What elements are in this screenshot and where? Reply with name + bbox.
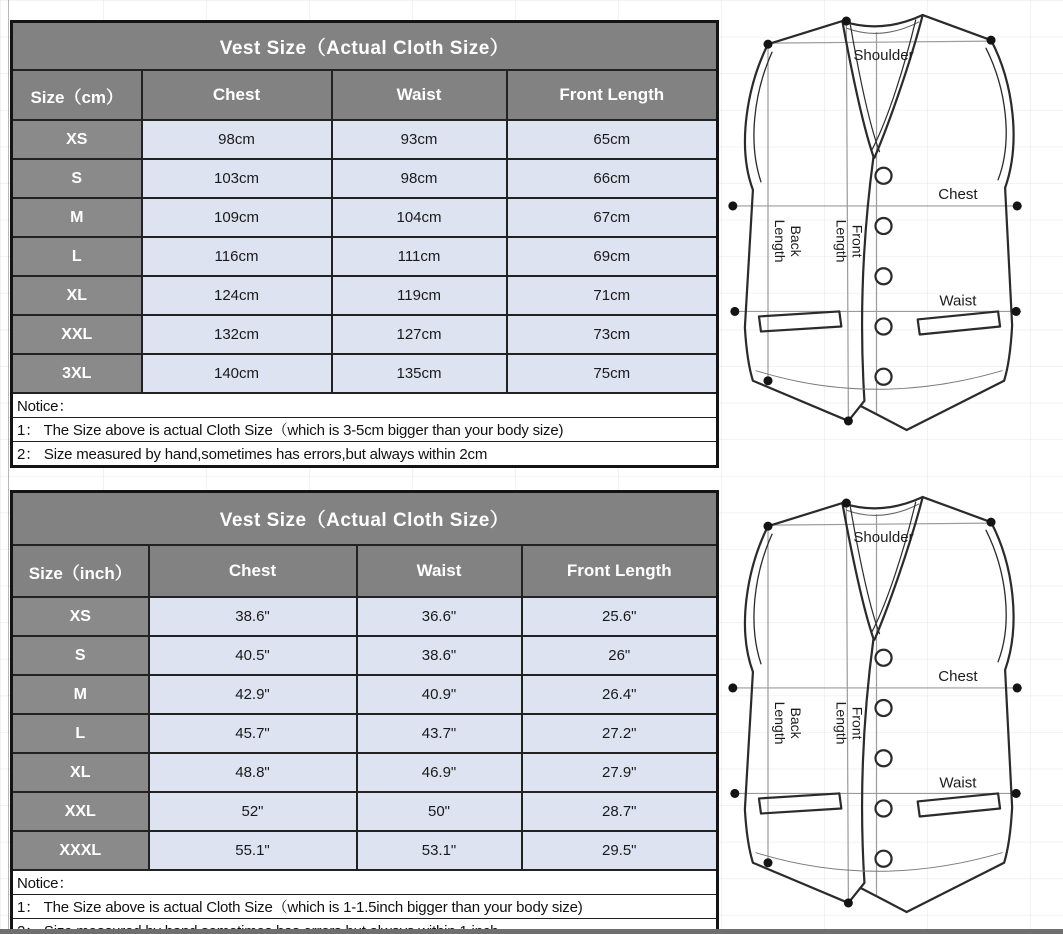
front-length-cell: 29.5"	[522, 831, 718, 870]
notice-line-row	[12, 418, 718, 442]
measure-dot	[842, 17, 851, 26]
front-length-cell: 28.7"	[522, 792, 718, 831]
front-length-cell: 67cm	[507, 198, 718, 237]
table-row	[12, 276, 718, 315]
right-shoulder-seam	[923, 15, 991, 40]
chest-cell: 55.1"	[149, 831, 357, 870]
vest-size-table-inch	[10, 490, 719, 934]
measure-dot	[1013, 201, 1022, 210]
button-icon	[875, 218, 891, 234]
front-length-label: Front	[849, 706, 866, 740]
measure-dot	[842, 499, 851, 508]
front-length-cell: 66cm	[507, 159, 718, 198]
size-cell: XXXL	[12, 831, 149, 870]
col-header-chest: Chest	[149, 545, 357, 597]
vest-diagram-inch	[722, 490, 1030, 918]
measure-dot	[987, 518, 996, 527]
table-row	[12, 354, 718, 393]
size-cell: M	[12, 675, 149, 714]
size-cell: M	[12, 198, 142, 237]
v-neck-right-facing	[871, 502, 915, 633]
table-row	[12, 198, 718, 237]
front-length-cell: 69cm	[507, 237, 718, 276]
back-collar-line	[842, 15, 922, 26]
front-length-label: Length	[833, 219, 850, 263]
shoulder-guide-line	[768, 41, 991, 43]
measure-dot	[763, 522, 772, 531]
measure-dot	[844, 898, 853, 907]
size-cell: XL	[12, 276, 142, 315]
col-header-size: Size（inch）	[12, 545, 149, 597]
chest-cell: 124cm	[142, 276, 332, 315]
waist-label: Waist	[939, 292, 977, 310]
notice-line-1: 1： The Size above is actual Cloth Size（which is 1-1.5inch bigger than your body size)	[12, 895, 718, 919]
waist-cell: 38.6"	[357, 636, 522, 675]
front-length-cell: 27.2"	[522, 714, 718, 753]
table-title: Vest Size（Actual Cloth Size）	[12, 492, 718, 546]
table-row	[12, 315, 718, 354]
button-icon	[875, 700, 891, 716]
front-length-cell: 71cm	[507, 276, 718, 315]
chest-cell: 98cm	[142, 120, 332, 159]
measure-dot	[987, 36, 996, 45]
button-icon	[875, 750, 891, 766]
shoulder-label: Shoulder	[853, 47, 914, 65]
table-row	[12, 636, 718, 675]
measure-dot	[763, 376, 772, 385]
button-icon	[875, 168, 891, 184]
front-length-label: Front	[849, 224, 866, 258]
chest-label: Chest	[938, 667, 978, 685]
front-length-label: Length	[833, 701, 850, 745]
front-length-cell: 26"	[522, 636, 718, 675]
measure-dot	[728, 683, 737, 692]
measure-dot	[730, 307, 739, 316]
table-row	[12, 792, 718, 831]
v-neck-right-facing	[871, 20, 915, 151]
right-pocket	[918, 311, 1000, 334]
notice-heading-row	[12, 870, 718, 895]
v-neck-right-edge	[874, 497, 922, 640]
col-header-size: Size（cm）	[12, 70, 142, 120]
front-placket-edge	[848, 157, 873, 421]
waist-cell: 119cm	[332, 276, 507, 315]
back-length-label: Length	[772, 701, 789, 745]
notice-line-row	[12, 442, 718, 467]
chest-cell: 40.5"	[149, 636, 357, 675]
measure-dot	[1012, 307, 1021, 316]
table-title-row	[12, 22, 718, 71]
waist-label: Waist	[939, 774, 977, 792]
table-row	[12, 159, 718, 198]
size-cell: 3XL	[12, 354, 142, 393]
table-title: Vest Size（Actual Cloth Size）	[12, 22, 718, 71]
waist-cell: 53.1"	[357, 831, 522, 870]
front-length-cell: 27.9"	[522, 753, 718, 792]
waist-cell: 127cm	[332, 315, 507, 354]
front-length-cell: 65cm	[507, 120, 718, 159]
col-header-waist: Waist	[357, 545, 522, 597]
waist-cell: 46.9"	[357, 753, 522, 792]
size-cell: XS	[12, 597, 149, 636]
chest-cell: 103cm	[142, 159, 332, 198]
left-pocket	[759, 793, 841, 813]
table-row	[12, 714, 718, 753]
waist-cell: 40.9"	[357, 675, 522, 714]
table-row	[12, 831, 718, 870]
size-cell: XS	[12, 120, 142, 159]
front-length-cell: 75cm	[507, 354, 718, 393]
chest-cell: 109cm	[142, 198, 332, 237]
measure-dot	[730, 789, 739, 798]
button-icon	[875, 800, 891, 816]
measure-dot	[728, 201, 737, 210]
back-length-label: Back	[788, 707, 805, 739]
table-row	[12, 753, 718, 792]
waist-cell: 36.6"	[357, 597, 522, 636]
measure-dot	[1013, 683, 1022, 692]
vest-size-table-cm	[10, 20, 719, 468]
right-shoulder-seam	[923, 497, 991, 522]
waist-cell: 135cm	[332, 354, 507, 393]
chest-cell: 132cm	[142, 315, 332, 354]
measure-dot	[844, 416, 853, 425]
chest-label: Chest	[938, 185, 978, 203]
sheet-bottom-edge-bar	[0, 929, 1063, 934]
button-icon	[875, 851, 891, 867]
front-length-cell: 26.4"	[522, 675, 718, 714]
right-pocket	[918, 793, 1000, 816]
notice-heading-row	[12, 393, 718, 418]
shoulder-label: Shoulder	[853, 529, 914, 547]
size-cell: XL	[12, 753, 149, 792]
button-icon	[875, 369, 891, 385]
waist-cell: 104cm	[332, 198, 507, 237]
waist-cell: 98cm	[332, 159, 507, 198]
waist-cell: 111cm	[332, 237, 507, 276]
col-header-front-length: Front Length	[507, 70, 718, 120]
col-header-chest: Chest	[142, 70, 332, 120]
measure-dot	[763, 858, 772, 867]
button-icon	[875, 318, 891, 334]
table-row	[12, 237, 718, 276]
notice-heading: Notice：	[12, 870, 718, 895]
left-shoulder-seam	[768, 21, 842, 44]
table-title-row	[12, 492, 718, 546]
front-length-cell: 73cm	[507, 315, 718, 354]
back-length-label: Back	[788, 225, 805, 257]
right-front-hem-overlap	[860, 406, 906, 430]
table-row	[12, 597, 718, 636]
col-header-front-length: Front Length	[522, 545, 718, 597]
size-cell: S	[12, 159, 142, 198]
waist-cell: 43.7"	[357, 714, 522, 753]
back-collar-line	[842, 497, 922, 508]
left-pocket	[759, 311, 841, 331]
chest-cell: 52"	[149, 792, 357, 831]
notice-heading: Notice：	[12, 393, 718, 418]
left-shoulder-seam	[768, 503, 842, 526]
size-cell: S	[12, 636, 149, 675]
size-cell: L	[12, 237, 142, 276]
front-placket-edge	[848, 639, 873, 903]
chest-cell: 140cm	[142, 354, 332, 393]
column-header-row	[12, 545, 718, 597]
measure-dot	[763, 40, 772, 49]
table-row	[12, 120, 718, 159]
chest-cell: 42.9"	[149, 675, 357, 714]
chest-cell: 48.8"	[149, 753, 357, 792]
chest-cell: 116cm	[142, 237, 332, 276]
notice-line-2: 2： Size measured by hand,sometimes has errors,but always within 2cm	[12, 442, 718, 467]
vest-diagram-cm	[722, 8, 1030, 436]
measure-dot	[1012, 789, 1021, 798]
chest-cell: 38.6"	[149, 597, 357, 636]
waist-cell: 93cm	[332, 120, 507, 159]
size-cell: XXL	[12, 792, 149, 831]
waist-cell: 50"	[357, 792, 522, 831]
col-header-waist: Waist	[332, 70, 507, 120]
notice-line-row	[12, 895, 718, 919]
right-front-hem-overlap	[860, 888, 906, 912]
column-header-row	[12, 70, 718, 120]
notice-line-1: 1： The Size above is actual Cloth Size（which is 3-5cm bigger than your body size)	[12, 418, 718, 442]
front-length-cell: 25.6"	[522, 597, 718, 636]
back-length-label: Length	[772, 219, 789, 263]
table-row	[12, 675, 718, 714]
size-cell: XXL	[12, 315, 142, 354]
size-cell: L	[12, 714, 149, 753]
button-icon	[875, 650, 891, 666]
shoulder-guide-line	[768, 523, 991, 525]
button-icon	[875, 268, 891, 284]
chest-cell: 45.7"	[149, 714, 357, 753]
sheet-gridline-left	[8, 0, 9, 934]
v-neck-right-edge	[874, 15, 922, 158]
